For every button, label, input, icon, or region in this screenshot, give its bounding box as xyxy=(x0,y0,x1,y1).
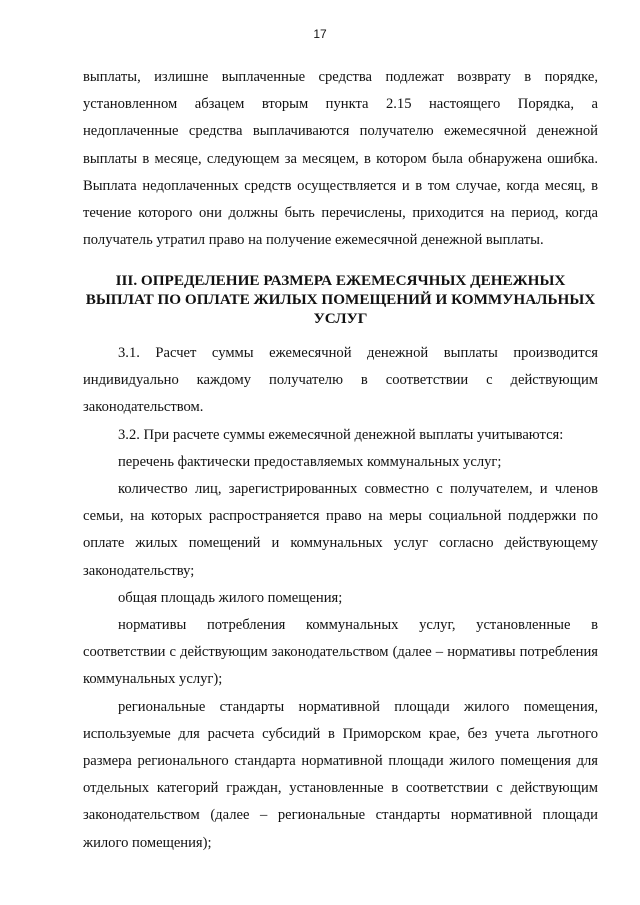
paragraph-3-1: 3.1. Расчет суммы ежемесячной денежной выплаты производится индивидуально каждому получателю в соответствии с действующим законодательством. xyxy=(83,345,598,416)
list-item-utilities: перечень фактически предоставляемых коммунальных услуг; xyxy=(118,453,502,470)
list-item-standards: региональные стандарты нормативной площади жилого помещения, используемые для расчета субсидий в Приморском крае, без учета льготного размера регионального стандарта нормативной площади жилого помещения для отдельных категорий граждан, установленные в соответствии с действующим законодательством (далее – региональные стандарты нормативной площади жилого помещения); xyxy=(83,698,598,851)
continued-paragraph-block xyxy=(83,64,598,254)
list-item-persons: количество лиц, зарегистрированных совместно с получателем, и членов семьи, на которых распространяется право на меры социальной поддержки по оплате жилых помещений и коммунальных услуг согласно действующему законодательству; xyxy=(83,481,598,579)
section-body xyxy=(83,340,598,857)
section-heading: III. ОПРЕДЕЛЕНИЕ РАЗМЕРА ЕЖЕМЕСЯЧНЫХ ДЕНЕЖНЫХ ВЫПЛАТ ПО ОПЛАТЕ ЖИЛЫХ ПОМЕЩЕНИЙ И КОММУНАЛЬНЫХ УСЛУГ xyxy=(85,272,596,328)
list-item-area: общая площадь жилого помещения; xyxy=(118,589,343,606)
continued-paragraph: выплаты, излишне выплаченные средства подлежат возврату в порядке, установленном абзацем вторым пункта 2.15 настоящего Порядка, а недоплаченные средства выплачиваются получателю ежемесячной денежной выплаты в месяце, следующем за месяцем, в котором была обнаружена ошибка. Выплата недоплаченных средств осуществляется и в том случае, когда месяц, в течение которого они должны быть перечислены, приходится на период, когда получатель утратил право на получение ежемесячной денежной выплаты. xyxy=(83,69,598,249)
paragraph-3-2: 3.2. При расчете суммы ежемесячной денежной выплаты учитываются: xyxy=(118,426,564,443)
list-item-norms: нормативы потребления коммунальных услуг, установленные в соответствии с действующим законодательством (далее – нормативы потребления коммунальных услуг); xyxy=(83,617,598,688)
page-number: 17 xyxy=(313,27,327,41)
